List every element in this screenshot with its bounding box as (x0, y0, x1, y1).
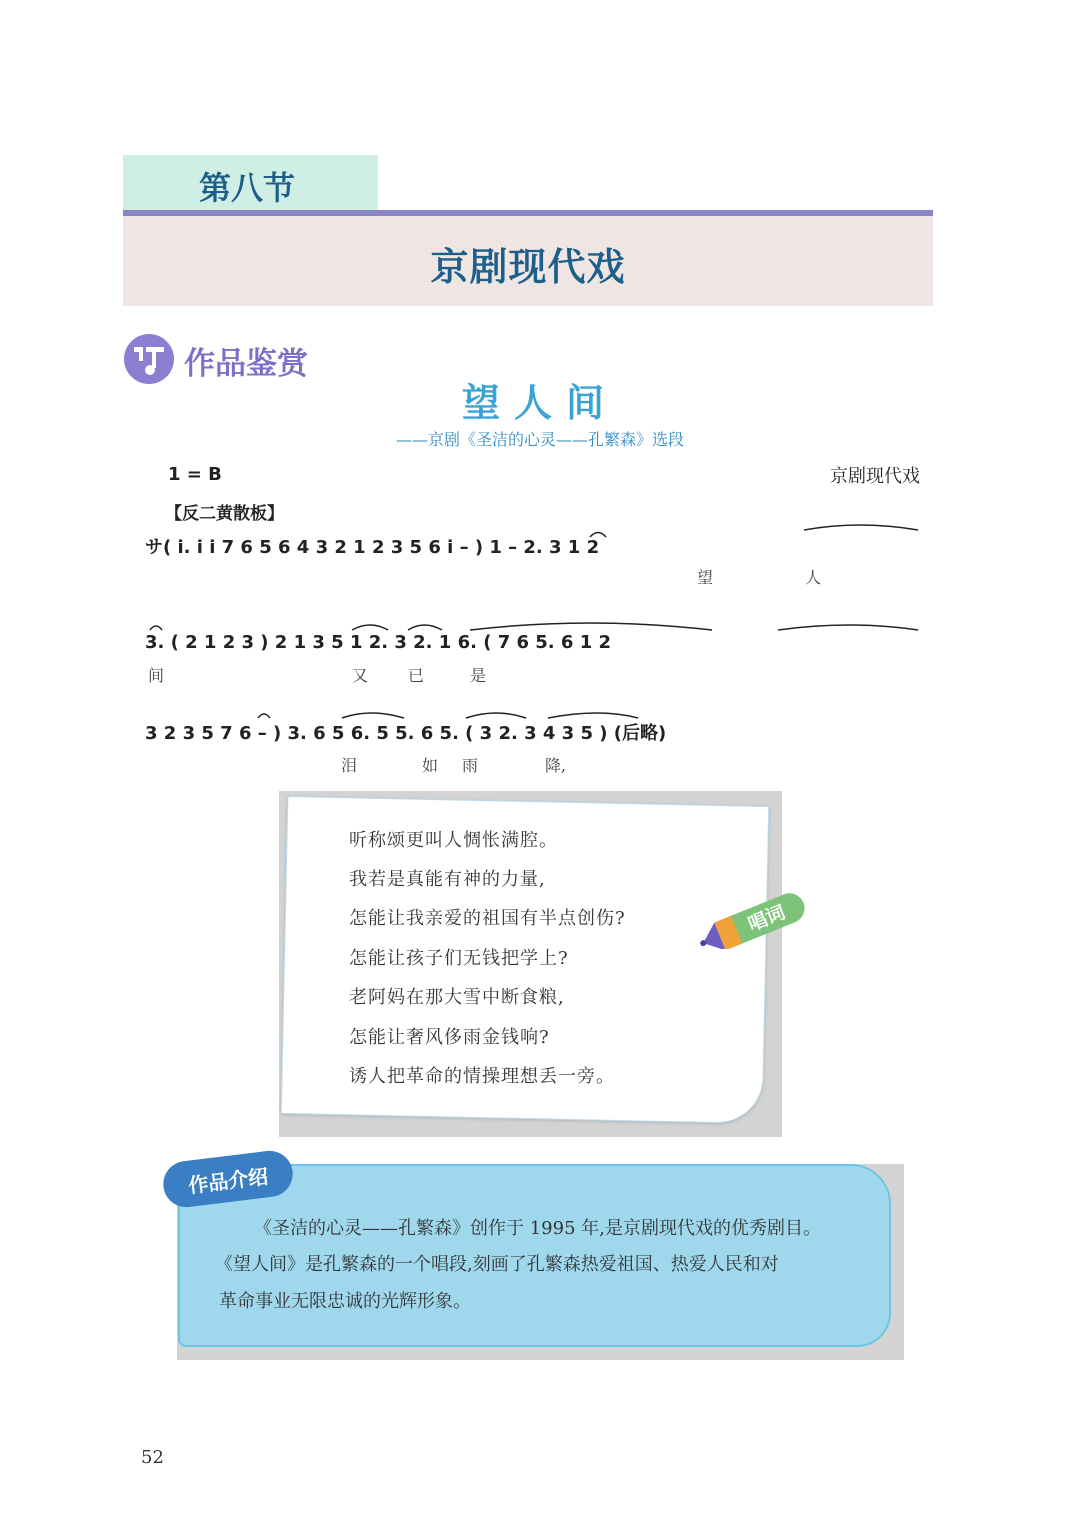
lyric-char: 已 (408, 666, 425, 685)
score-line-3: 3 2 3 5 7 6 – ) 3. 6 5 6. 5 5. 6 5. ( 3 2. 3 4 3 5 ) (后略) (145, 723, 667, 744)
lyrics-line: 怎能让我亲爱的祖国有半点创伤? (349, 908, 626, 929)
lyrics-line: 诱人把革命的情操理想丢一旁。 (349, 1066, 615, 1087)
lyric-char: 又 (352, 666, 369, 685)
intro-tag-label: 作品介绍 (187, 1164, 270, 1198)
lyric-char: 泪 (341, 756, 358, 775)
intro-line: 革命事业无限忠诚的光辉形象。 (219, 1291, 471, 1312)
score-line-2: 3. ( 2 1 2 3 ) 2 1 3 5 1 2. 3 2. 1 6. ( 7 6 5. 6 1 2 (145, 632, 612, 653)
lyric-char: 间 (148, 666, 165, 685)
lyrics-line: 听称颂更叫人惆怅满腔。 (349, 830, 558, 851)
key-signature: 1 = B (168, 464, 222, 485)
lyric-char: 降, (545, 756, 567, 775)
lyric-char: 是 (470, 666, 487, 685)
appreciation-heading: 作品鉴赏 (184, 346, 308, 382)
section-label: 第八节 (199, 169, 296, 207)
song-subtitle: ——京剧《圣洁的心灵——孔繁森》选段 (395, 430, 684, 449)
lyric-char: 如 (422, 756, 439, 775)
lyrics-line: 我若是真能有神的力量, (349, 869, 546, 890)
genre-label: 京剧现代戏 (830, 466, 920, 487)
marker-label: 唱词 (744, 901, 789, 936)
marker-icon (694, 889, 816, 949)
lyric-char: 望 (697, 568, 714, 587)
intro-line: 《圣洁的心灵——孔繁森》创作于 1995 年,是京剧现代戏的优秀剧目。 (254, 1218, 821, 1239)
lyrics-line: 怎能让孩子们无钱把学上? (349, 948, 569, 969)
lyric-char: 人 (805, 568, 822, 587)
intro-line: 《望人间》是孔繁森的一个唱段,刻画了孔繁森热爱祖国、热爱人民和对 (215, 1254, 779, 1275)
lyrics-line: 老阿妈在那大雪中断食粮, (349, 987, 565, 1008)
lyric-char: 雨 (462, 756, 479, 775)
mode-label: 【反二黄散板】 (165, 504, 284, 524)
song-title: 望人间 (461, 381, 618, 425)
score-line-1: サ( i. i i 7 6 5 6 4 3 2 1 2 3 5 6 i – ) 1 – 2. 3 1 2 (145, 537, 600, 558)
page-title: 京剧现代戏 (430, 245, 626, 289)
page-number: 52 (141, 1447, 164, 1468)
lyrics-line: 怎能让奢风侈雨金钱响? (349, 1027, 550, 1048)
